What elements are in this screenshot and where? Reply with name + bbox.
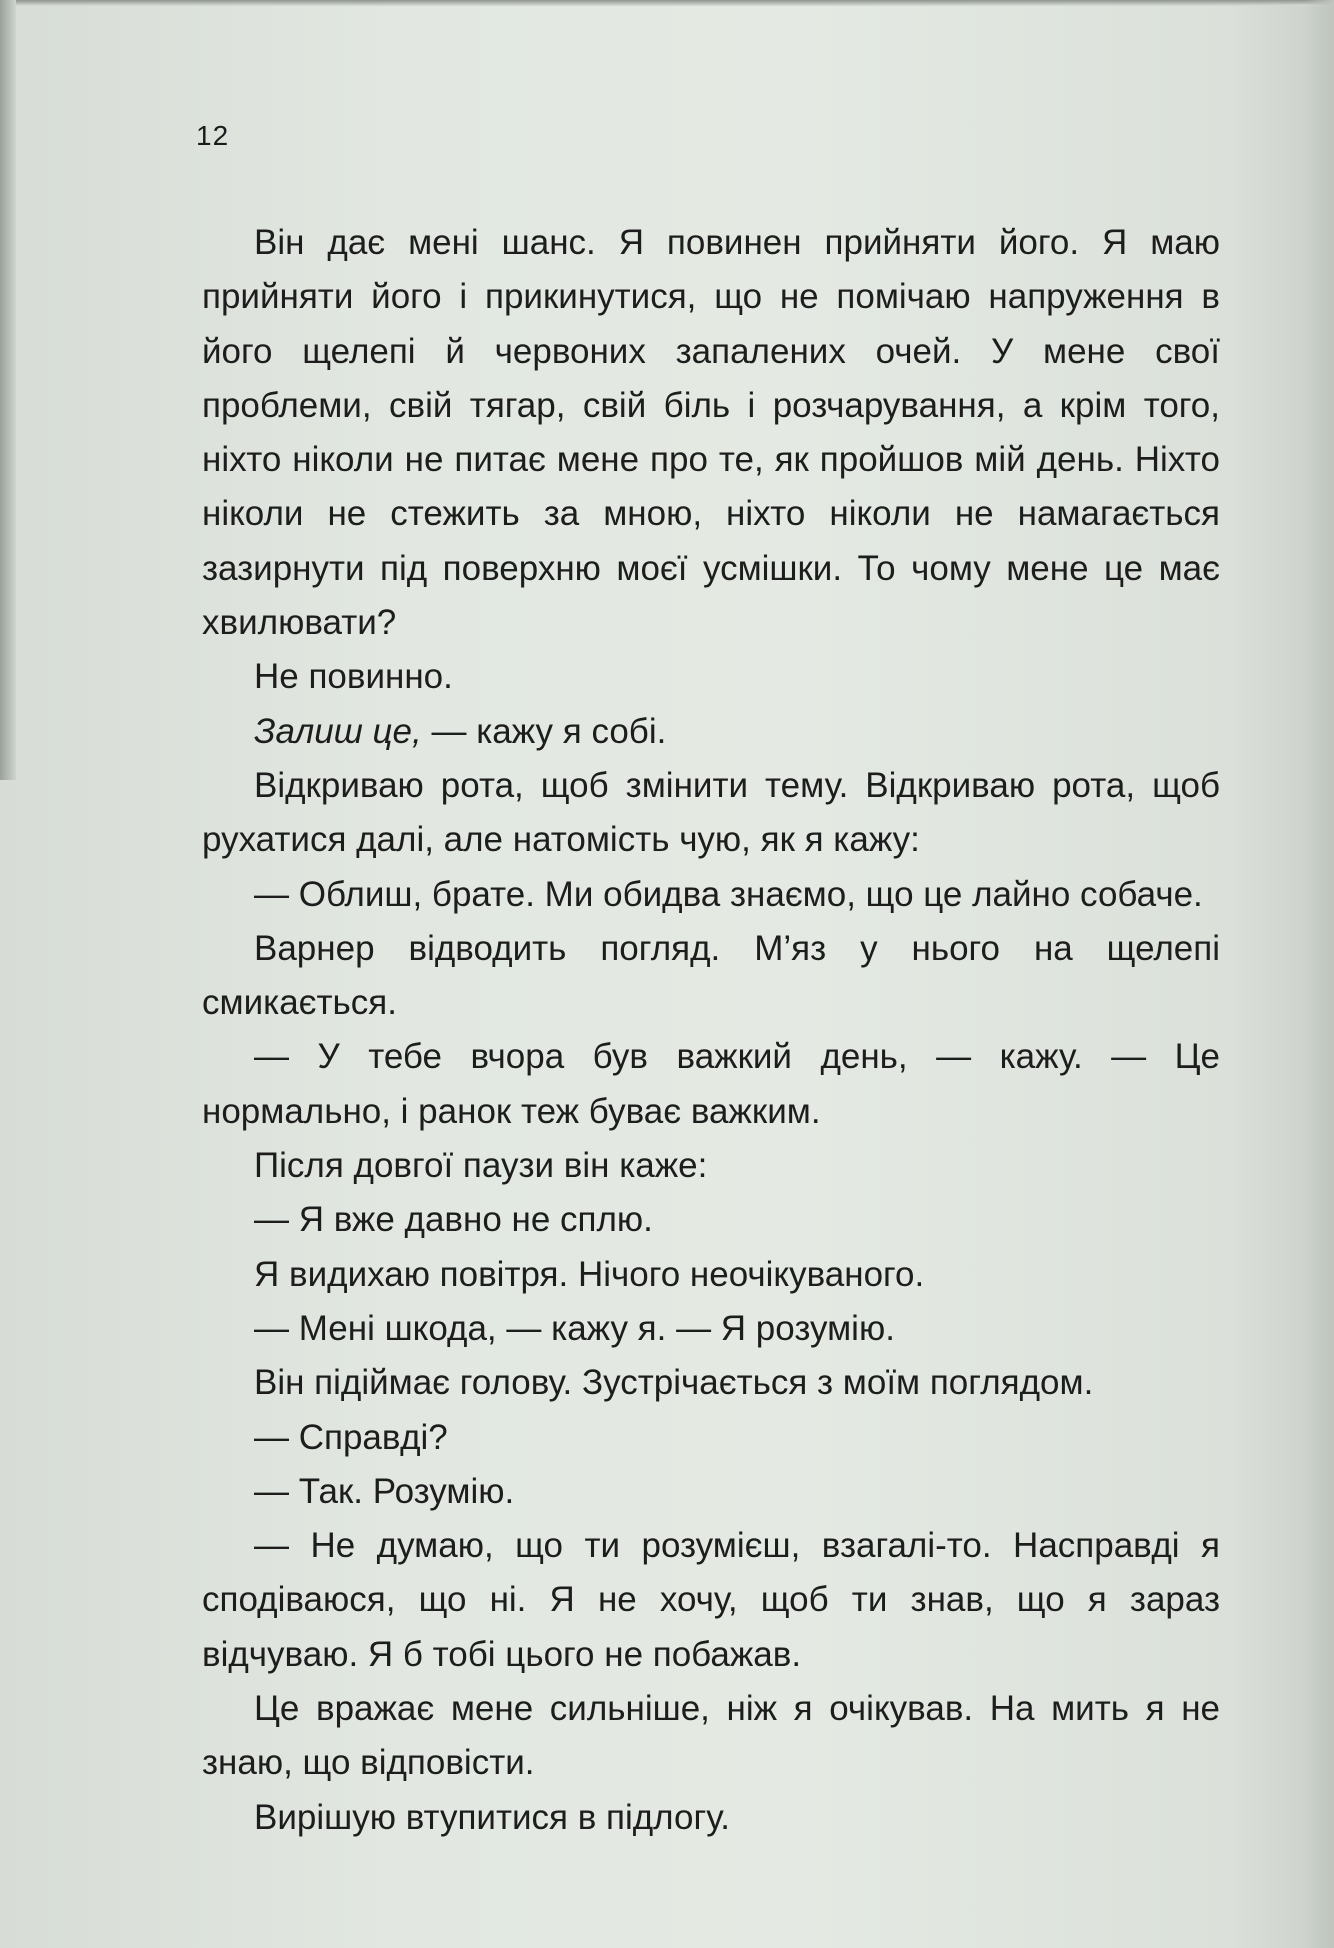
paragraph (202, 705, 1220, 759)
body-text (202, 216, 1220, 1845)
page-left-edge (0, 0, 16, 780)
paragraph: Після довгої паузи він каже: (254, 1146, 708, 1186)
paragraph: — Не думаю, що ти розумієш, взагалі-то. Насправді я сподіваюся, що ні. Я не хочу, щоб ти знав, що я зараз відчуваю. Я б тобі цього не побажав. (202, 1526, 1220, 1674)
paragraph: — Облиш, брате. Ми обидва знаємо, що це лайно собаче. (254, 874, 1203, 914)
italic-phrase: Залиш це, (254, 711, 422, 751)
paragraph: Це вражає мене сильніше, ніж я очікував. На мить я не знаю, що відповісти. (202, 1689, 1220, 1783)
paragraph: — У тебе вчора був важкий день, — кажу. — Це нормально, і ранок теж буває важким. (202, 1037, 1220, 1131)
paragraph: Вирішую втупитися в підлогу. (254, 1797, 730, 1837)
page-right-shadow (1304, 0, 1334, 1948)
paragraph: Варнер відводить погляд. М’яз у нього на щелепі смикається. (202, 928, 1220, 1023)
paragraph: — Мені шкода, — кажу я. — Я розумію. (254, 1308, 895, 1348)
page-top-edge (0, 0, 1334, 6)
paragraph: Відкриваю рота, щоб змінити тему. Відкриваю рота, щоб рухатися далі, але натомість чую, як я кажу: (202, 765, 1220, 860)
page-number: 12 (196, 120, 230, 151)
paragraph: Він дає мені шанс. Я повинен прийняти його. Я маю прийняти його і прикинутися, що не помічаю напруження в його щелепі й червоних запалених очей. У мене свої проблеми, свій тягар, свій біль і розчарування, а крім того, ніхто ніколи не питає мене про те, як пройшов мій день. Ніхто ніколи не стежить за мною, ніхто ніколи не намагається зазирнути під поверхню моєї усмішки. То чому мене це має хвилювати? (202, 223, 1220, 643)
paragraph: — Так. Розумію. (254, 1471, 515, 1511)
paragraph: Він підіймає голову. Зустрічається з моїм поглядом. (254, 1363, 1094, 1403)
paragraph-rest: — кажу я собі. (421, 711, 667, 751)
paragraph: — Я вже давно не сплю. (254, 1200, 653, 1240)
paragraph: Не повинно. (254, 657, 453, 697)
paragraph: Я видихаю повітря. Нічого неочікуваного. (254, 1254, 925, 1294)
paragraph: — Справді? (254, 1417, 448, 1457)
